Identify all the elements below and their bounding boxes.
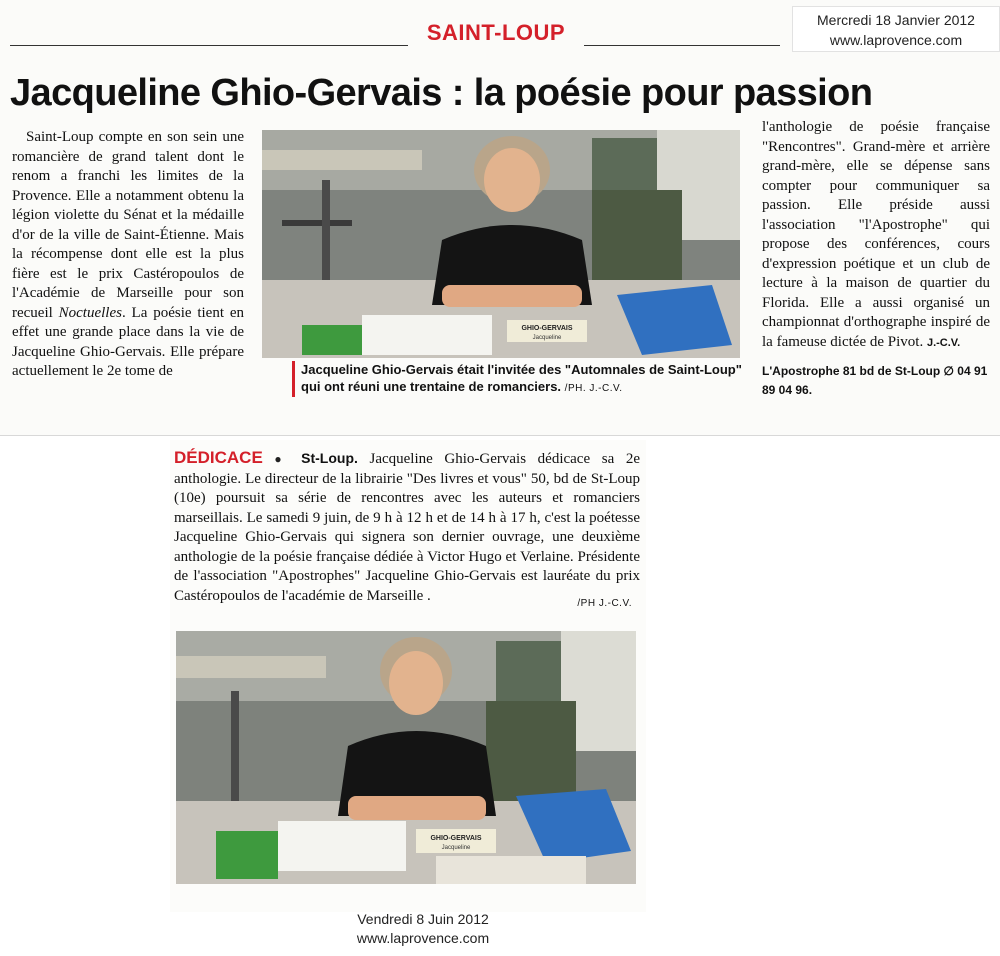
photo-author-at-table	[262, 130, 740, 358]
nameplate2-line-1: GHIO-GERVAIS	[430, 835, 482, 842]
photo-author-at-table-2	[176, 631, 636, 884]
article-column-left	[12, 128, 244, 382]
brief-photo	[176, 631, 636, 884]
caption-text: Jacqueline Ghio-Gervais était l'invitée des "Automnales de Saint-Loup" qui ont réuni une trentaine de romanciers.	[301, 362, 742, 394]
section-label: SAINT-LOUP	[426, 20, 566, 45]
book-title: Noctuelles	[58, 304, 122, 321]
dateline-bottom	[350, 910, 496, 948]
article-photo	[262, 130, 740, 358]
article-column-right	[762, 118, 990, 353]
photo-caption	[292, 361, 750, 397]
nameplate2-line-2: Jacqueline	[441, 845, 471, 851]
photo-credit: /PH. J.-C.V.	[564, 383, 623, 394]
body-left-text-a: Saint-Loup compte en son sein une romancière de grand talent dont le renom a franchi les limites de la Provence. Elle a notamment obtenu la légion violette du Sénat et la médaille d'or de la ville de Saint-Étienne. Mais la récompense dont elle est la plus fière est le prix Castéropoulos de l'Académie de Marseille pour son recueil	[12, 129, 244, 321]
brief-site: www.laprovence.com	[356, 930, 490, 946]
association-address: L'Apostrophe 81 bd de St-Loup ∅ 04 91 89 04 96.	[762, 364, 988, 397]
brief-body: Jacqueline Ghio-Gervais dédicace sa 2e anthologie. Le directeur de la librairie "Des livres et vous" 50, bd de St-Loup (10e) poursuit sa série de rencontres avec les auteurs et romanciers marseillais. Le samedi 9 juin, de 9 h à 12 h et de 14 h à 17 h, c'est la poétesse Jacqueline Ghio-Gervais qui signera son dernier ouvrage, une deuxième anthologie de la poésie française dédiée à Victor Hugo et Verlaine. Présidente de l'association "Apostrophes" Jacqueline Ghio-Gervais est lauréate du prix Castéropoulos de l'académie de Marseille .	[174, 451, 640, 604]
brief-photo-credit: /PH J.-C.V.	[577, 598, 632, 609]
publication-date: Mercredi 18 Janvier 2012	[817, 12, 975, 28]
bullet-icon: ●	[274, 452, 290, 466]
body-right-text: l'anthologie de poésie française "Rencontres". Grand-mère et arrière grand-mère, elle se dépense sans compter pour communiquer sa passion. Elle préside aussi l'association "l'Apostrophe" qui propose des conférences, cours d'expression poétique et un club de lecture à la maison de quartier du Florida. Elle a aussi organisé un championnat d'orthographe inspiré de la fameuse dictée de Pivot.	[762, 119, 990, 350]
section-rule-right	[584, 45, 780, 46]
kicker-label: DÉDICACE	[174, 448, 263, 467]
brief-text-block	[174, 448, 640, 606]
dateline-top	[792, 6, 1000, 52]
nameplate-line-1: GHIO-GERVAIS	[521, 325, 573, 332]
publication-site: www.laprovence.com	[829, 32, 963, 48]
clipping-january-2012	[0, 0, 1000, 436]
section-rule-left	[10, 45, 408, 46]
headline: Jacqueline Ghio-Gervais : la poésie pour passion	[10, 72, 873, 114]
author-signature: J.-C.V.	[926, 336, 961, 349]
body-left-text-b: . La poésie tient en effet une grande place dans la vie de Jacqueline Ghio-Gervais. Elle prépare actuellement le 2e tome de	[12, 304, 244, 379]
place-label: St-Loup.	[301, 450, 358, 466]
brief-date: Vendredi 8 Juin 2012	[357, 911, 489, 927]
nameplate-line-2: Jacqueline	[532, 335, 562, 341]
